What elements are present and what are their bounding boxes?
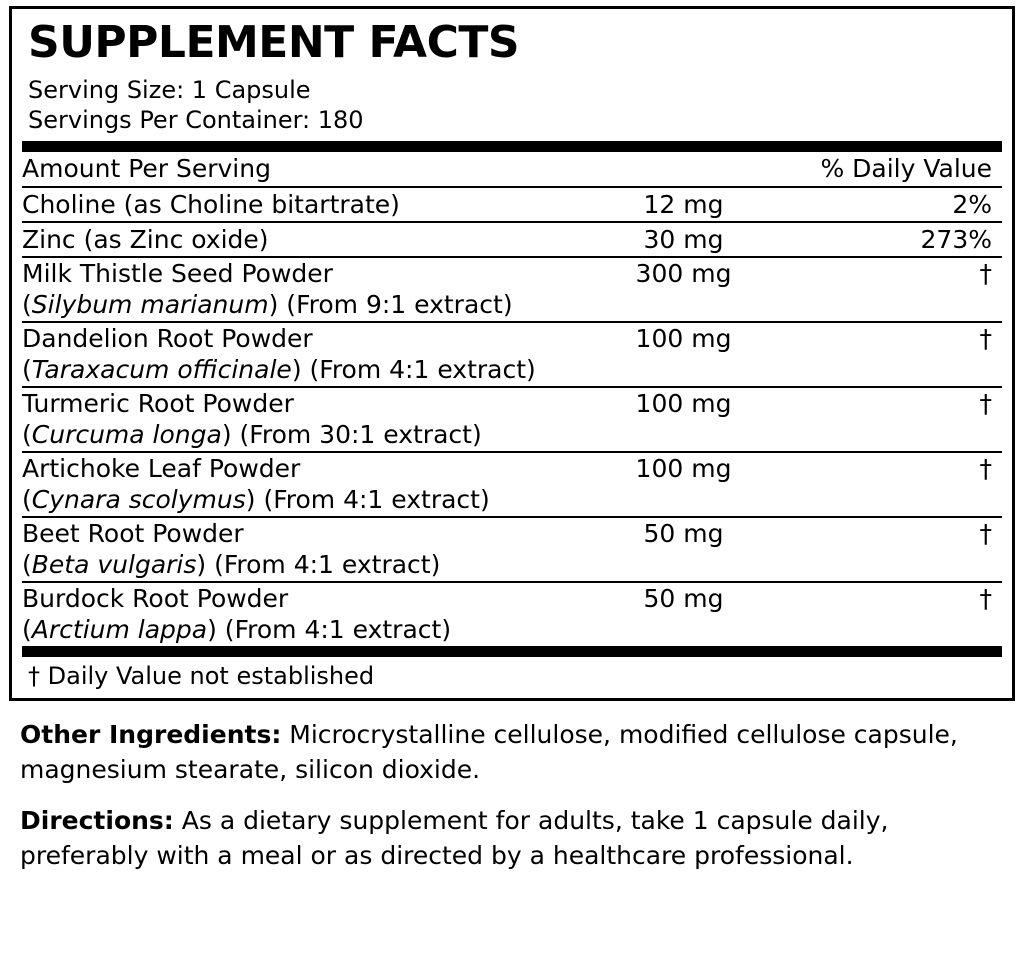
ingredient-latin-name: Beta vulgaris (31, 550, 197, 579)
ingredient-latin-name: Curcuma longa (31, 420, 222, 449)
ingredient-amount: 50 mg (643, 584, 724, 613)
table-row (22, 223, 1002, 256)
ingredient-amount: 300 mg (635, 259, 732, 288)
other-ingredients-text: Microcrystalline cellulose, modified cellulose capsule, magnesium stearate, silicon dioxide. (20, 720, 958, 784)
table-row (22, 258, 1002, 321)
nutrient-amount: 30 mg (643, 225, 724, 254)
ingredient-latin-name: Silybum marianum (31, 290, 269, 319)
ingredient-name: Milk Thistle Seed Powder (22, 259, 333, 288)
ingredient-daily-value: † (979, 584, 992, 613)
header-daily-value: % Daily Value (820, 154, 992, 183)
nutrient-amount: 12 mg (643, 190, 724, 219)
divider-thick-bottom (22, 646, 1002, 657)
daily-value-footnote: † Daily Value not established (28, 662, 375, 690)
ingredient-daily-value: † (979, 324, 992, 353)
ingredient-name: Dandelion Root Powder (22, 324, 313, 353)
ingredient-amount: 100 mg (635, 454, 732, 483)
directions-text: As a dietary supplement for adults, take 1 capsule daily, preferably with a meal or as directed by a healthcare professional. (20, 806, 889, 870)
ingredient-latin-name: Taraxacum officinale (31, 355, 292, 384)
table-row (22, 583, 1002, 646)
nutrient-daily-value: 2% (952, 190, 992, 219)
table-row (22, 188, 1002, 221)
ingredient-amount: 100 mg (635, 324, 732, 353)
directions-label: Directions: (20, 806, 174, 835)
table-header-row (22, 152, 1002, 186)
table-row (22, 388, 1002, 451)
table-row (22, 453, 1002, 516)
ingredient-detail: (Cynara scolymus) (From 4:1 extract) (22, 485, 490, 514)
other-ingredients-paragraph (20, 717, 1006, 787)
ingredient-detail: (Taraxacum officinale) (From 4:1 extract) (22, 355, 536, 384)
ingredient-name: Turmeric Root Powder (22, 389, 294, 418)
ingredient-name-block (22, 258, 571, 321)
ingredient-latin-name: Arctium lappa (31, 615, 208, 644)
serving-size-text: Serving Size: 1 Capsule (28, 76, 311, 104)
ingredient-amount: 50 mg (643, 519, 724, 548)
ingredient-daily-value: † (979, 454, 992, 483)
ingredient-name: Artichoke Leaf Powder (22, 454, 301, 483)
facts-table (22, 152, 1002, 646)
ingredient-name: Burdock Root Powder (22, 584, 289, 613)
ingredient-detail: (Arctium lappa) (From 4:1 extract) (22, 615, 452, 644)
ingredient-detail: (Curcuma longa) (From 30:1 extract) (22, 420, 482, 449)
other-ingredients-label: Other Ingredients: (20, 720, 282, 749)
ingredient-detail: (Beta vulgaris) (From 4:1 extract) (22, 550, 441, 579)
ingredient-name-block (22, 583, 571, 646)
nutrient-daily-value: 273% (920, 225, 992, 254)
ingredient-detail: (Silybum marianum) (From 9:1 extract) (22, 290, 513, 319)
nutrient-name: Choline (as Choline bitartrate) (22, 190, 400, 219)
table-row (22, 323, 1002, 386)
servings-per-container-text: Servings Per Container: 180 (28, 106, 364, 134)
nutrient-name: Zinc (as Zinc oxide) (22, 225, 269, 254)
page-title: SUPPLEMENT FACTS (28, 17, 520, 68)
ingredient-daily-value: † (979, 519, 992, 548)
ingredient-name-block (22, 453, 571, 516)
ingredient-name-block (22, 518, 571, 581)
ingredient-name-block (22, 388, 571, 451)
supplement-facts-panel (9, 6, 1015, 701)
ingredient-name: Beet Root Powder (22, 519, 244, 548)
table-row (22, 518, 1002, 581)
ingredient-daily-value: † (979, 389, 992, 418)
ingredient-name-block (22, 323, 571, 386)
directions-paragraph (20, 803, 1006, 873)
ingredient-daily-value: † (979, 259, 992, 288)
header-amount-per-serving: Amount Per Serving (22, 154, 271, 183)
ingredient-latin-name: Cynara scolymus (31, 485, 246, 514)
ingredient-amount: 100 mg (635, 389, 732, 418)
divider-thick-top (22, 141, 1002, 152)
